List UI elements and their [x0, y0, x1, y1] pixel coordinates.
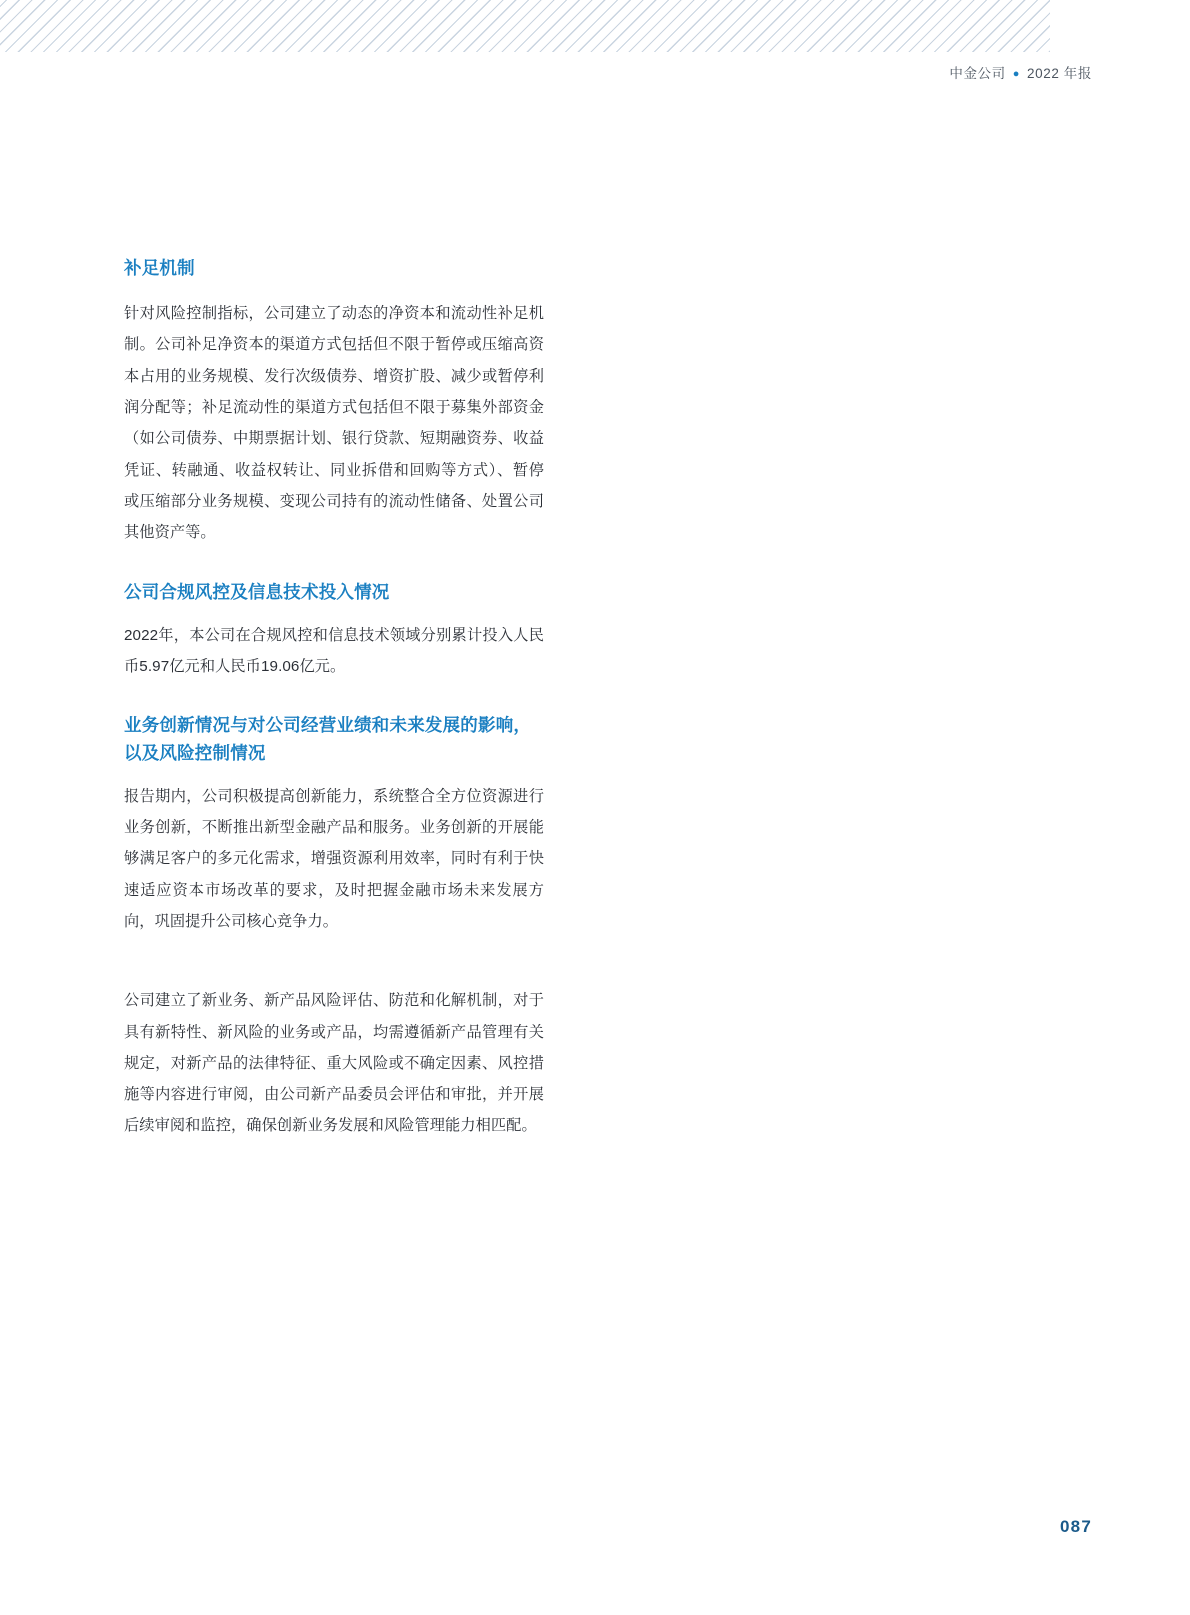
page-header	[949, 62, 1092, 82]
page-number: 087	[1060, 1517, 1092, 1536]
header-company: 中金公司	[949, 66, 1006, 81]
header-report: 2022 年报	[1027, 66, 1092, 81]
paragraph-business-innovation-1: 报告期内，公司积极提高创新能力，系统整合全方位资源进行业务创新，不断推出新型金融产品和服务。业务创新的开展能够满足客户的多元化需求，增强资源利用效率，同时有利于快速适应资本市场改革的要求，及时把握金融市场未来发展方向，巩固提升公司核心竞争力。	[124, 787, 544, 930]
paragraph-business-innovation-2: 公司建立了新业务、新产品风险评估、防范和化解机制，对于具有新特性、新风险的业务或产品，均需遵循新产品管理有关规定，对新产品的法律特征、重大风险或不确定因素、风控措施等内容进行审阅，由公司新产品委员会评估和审批，并开展后续审阅和监控，确保创新业务发展和风险管理能力相匹配。	[124, 992, 544, 1135]
section-heading-supplement-mechanism: 补足机制	[124, 258, 195, 278]
decorative-hatch-band-spacer	[1050, 0, 1190, 52]
section-heading-compliance-it-investment: 公司合规风控及信息技术投入情况	[124, 581, 390, 602]
section-heading-business-innovation: 业务创新情况与对公司经营业绩和未来发展的影响，以及风险控制情况	[124, 715, 532, 763]
decorative-hatch-band	[0, 0, 1050, 52]
header-separator-dot: ●	[1012, 68, 1021, 81]
document-body	[124, 255, 544, 1142]
paragraph-spacer	[124, 967, 544, 985]
paragraph-compliance-it-investment: 2022年，本公司在合规风控和信息技术领域分别累计投入人民币5.97亿元和人民币19.06亿元。	[124, 626, 544, 676]
paragraph-supplement-mechanism: 针对风险控制指标，公司建立了动态的净资本和流动性补足机制。公司补足净资本的渠道方式包括但不限于暂停或压缩高资本占用的业务规模、发行次级债券、增资扩股、减少或暂停利润分配等；补足流动性的渠道方式包括但不限于募集外部资金（如公司债券、中期票据计划、银行贷款、短期融资券、收益凭证、转融通、收益权转让、同业拆借和回购等方式）、暂停或压缩部分业务规模、变现公司持有的流动性储备、处置公司其他资产等。	[124, 305, 544, 542]
